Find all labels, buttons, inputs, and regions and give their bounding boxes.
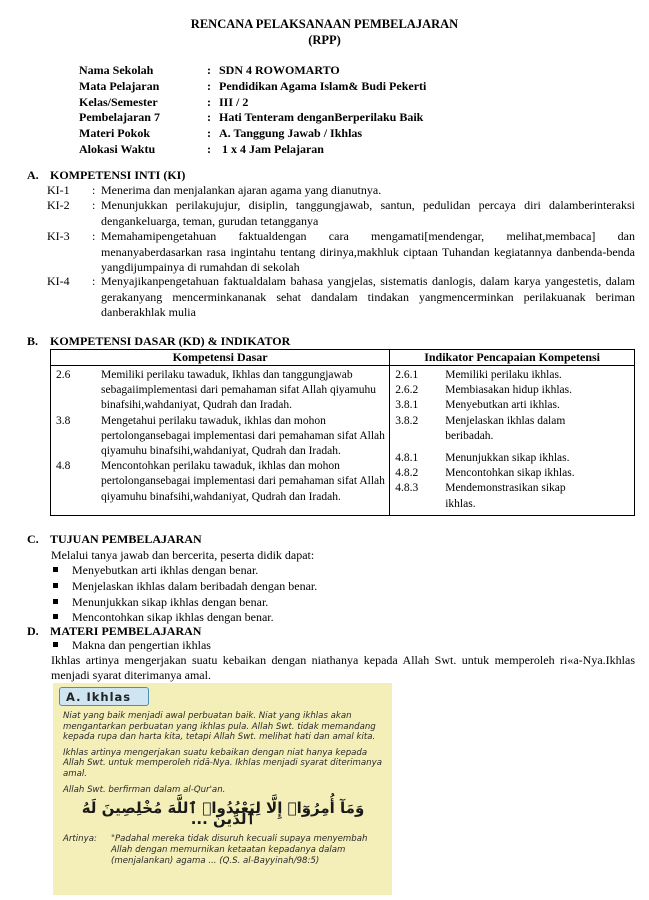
materi-list — [53, 638, 211, 654]
verse-translation: Artinya: "Padahal mereka tidak disuruh kecuali supaya menyembah Allah dengan memurnikan ketaatan kepadanya dalam (menjalankan) agama ... (Q.S. al-Bayyinah/98:5) — [63, 834, 368, 866]
excerpt-paragraph: Allah Swt. berfirman dalam al-Qur'an. — [63, 784, 226, 795]
kd-item: 3.8 Mengetahui perilaku tawaduk, ikhlas dan mohon pertolongansebagai implementasi dari pemahaman sifat Allah qiyamuhu binafsihi,wahdaniyat, Qudrah dan Iradah. — [56, 414, 385, 458]
excerpt-tab-label: A. Ikhlas — [59, 687, 149, 706]
section-b-heading: B. KOMPETENSI DASAR (KD) & INDIKATOR — [27, 334, 291, 348]
ki-item: KI-2 : Menunjukkan perilakujujur, disiplin, tanggungjawab, santun, pedulidan percaya diri dalamberinteraksi dengankeluarga, teman, gurudan tetangganya — [47, 198, 635, 228]
header-kompetensi-dasar: Kompetensi Dasar — [51, 350, 390, 366]
excerpt-body — [63, 711, 383, 866]
bullet-icon — [53, 599, 58, 604]
section-c-heading: C. TUJUAN PEMBELAJARAN — [27, 532, 202, 546]
bullet-icon — [53, 583, 58, 588]
kd-indicator-table — [50, 349, 635, 516]
ki-item: KI-1 : Menerima dan menjalankan ajaran agama yang dianutnya. — [47, 183, 382, 197]
indikator-item: 4.8.2 Mencontohkan sikap ikhlas. — [395, 467, 575, 480]
tujuan-list — [53, 563, 317, 626]
kd-cell — [51, 366, 390, 516]
bullet-icon — [53, 614, 58, 619]
list-item: Makna dan pengertian ikhlas — [53, 638, 211, 654]
indikator-cell — [390, 366, 635, 516]
indikator-item: 2.6.1 Memiliki perilaku ikhlas. — [395, 369, 562, 381]
indikator-item: 4.8.3 Mendemonstrasikan sikap ikhlas. — [395, 482, 566, 510]
info-row-pembelajaran: Pembelajaran 7 : Hati Tenteram denganBerperilaku Baik — [79, 110, 424, 125]
ki-item: KI-3 : Memahamipengetahuan faktualdengan cara mengamati[mendengar, melihat,membaca] dan menanyaberdasarkan rasa ingintahu tentang dirinya,makhluk ciptaan Tuhandan kegiatannya danbenda-benda yangdijumpainya di rumahdan di sekolah — [47, 229, 635, 274]
kd-item: 2.6 Memiliki perilaku tawaduk, Ikhlas dan tanggungjawab sebagaiimplementasi dari pemahaman sifat Allah qiyamuhu binafsihi,wahdaniyat, Qudrah dan Iradah. — [56, 369, 376, 412]
tujuan-intro: Melalui tanya jawab dan bercerita, peserta didik dapat: — [51, 548, 315, 562]
textbook-excerpt-image — [53, 683, 392, 895]
quran-verse: وَمَآ أُمِرُوٓا۟ إِلَّا لِيَعْبُدُوا۟ ٱللَّهَ مُخْلِصِينَ لَهُ ٱلدِّينَ ... — [81, 799, 365, 828]
indikator-item: 2.6.2 Membiasakan hidup ikhlas. — [395, 384, 573, 397]
info-row-mapel: Mata Pelajaran : Pendidikan Agama Islam& Budi Pekerti — [79, 78, 427, 93]
info-row-kelas: Kelas/Semester : III / 2 — [79, 94, 249, 109]
info-row-alokasi: Alokasi Waktu : 1 x 4 Jam Pelajaran — [79, 141, 324, 156]
bullet-icon — [53, 567, 58, 572]
excerpt-paragraph: Niat yang baik menjadi awal perbuatan baik. Niat yang ikhlas akan mengantarkan perbuatan yang ikhlas pula. Allah Swt. tidak memandang kepada rupa dan harta kita, tetapi Allah Swt. melihat hati dan amal kita. — [63, 711, 376, 743]
info-row-sekolah: Nama Sekolah : SDN 4 ROWOMARTO — [79, 63, 340, 77]
indikator-item: 3.8.1 Menyebutkan arti ikhlas. — [395, 399, 560, 412]
section-a-heading: A. KOMPETENSI INTI (KI) — [27, 168, 186, 182]
bullet-icon — [53, 642, 58, 647]
ki-item: KI-4 : Menyajikanpengetahuan faktualdalam bahasa yangjelas, sistematis danlogis, dalam karya yangestetis, dalam gerakanyang mencerminkananak sehat dandalam tindakan yangmencerminkan perilakuanak beriman danberakhlak mulia — [47, 274, 635, 319]
ikhlas-definition: Ikhlas artinya mengerjakan suatu kebaikan dengan niathanya kepada Allah Swt. untuk memperoleh ri«a-Nya.Ikhlas menjadi syarat diterimanya amal. — [51, 653, 635, 683]
indikator-item: 3.8.2 Menjelaskan ikhlas dalam beribadah. — [395, 414, 566, 442]
document-title: RENCANA PELAKSANAAN PEMBELAJARAN — [190, 17, 459, 31]
list-item: Menunjukkan sikap ikhlas dengan benar. — [53, 595, 317, 611]
section-d-heading: D. MATERI PEMBELAJARAN — [27, 624, 202, 638]
kd-item: 4.8 Mencontohkan perilaku tawaduk, ikhlas dan mohon pertolongansebagai implementasi dari pemahaman sifat Allah qiyamuhu binafsihi,wahdaniyat, Qudrah dan Iradah. — [56, 460, 385, 503]
list-item: Mencontohkan sikap ikhlas dengan benar. — [53, 610, 317, 626]
indikator-item: 4.8.1 Menunjukkan sikap ikhlas. — [395, 452, 570, 465]
identity-block — [79, 63, 426, 158]
list-item: Menjelaskan ikhlas dalam beribadah dengan benar. — [53, 579, 317, 595]
excerpt-paragraph: Ikhlas artinya mengerjakan suatu kebaikan dengan niat hanya kepada Allah Swt. untuk memperoleh ridā-Nya. Ikhlas menjadi syarat diterimanya amal. — [63, 747, 382, 779]
info-row-materi: Materi Pokok : A. Tanggung Jawab / Ikhlas — [79, 126, 363, 141]
list-item: Menyebutkan arti ikhlas dengan benar. — [53, 563, 317, 579]
document-subtitle: (RPP) — [308, 33, 341, 47]
header-indikator: Indikator Pencapaian Kompetensi — [390, 350, 635, 366]
